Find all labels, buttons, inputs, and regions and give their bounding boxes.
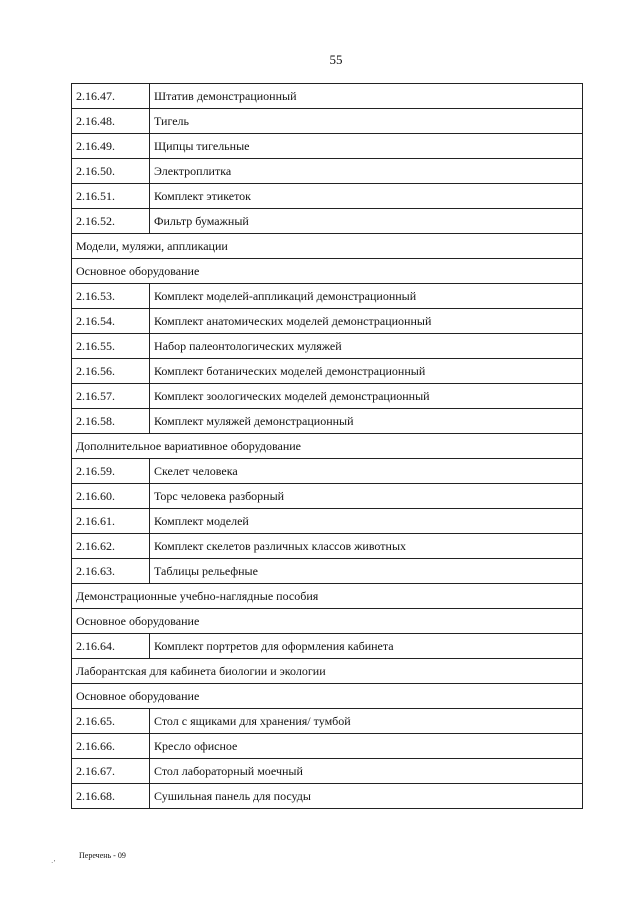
table-row bbox=[72, 309, 583, 334]
table-row bbox=[72, 359, 583, 384]
item-code: 2.16.60. bbox=[72, 484, 150, 509]
section-heading: Модели, муляжи, аппликации bbox=[72, 234, 583, 259]
item-code: 2.16.51. bbox=[72, 184, 150, 209]
section-row bbox=[72, 609, 583, 634]
item-name: Набор палеонтологических муляжей bbox=[150, 334, 583, 359]
table-row bbox=[72, 634, 583, 659]
item-code: 2.16.58. bbox=[72, 409, 150, 434]
item-code: 2.16.66. bbox=[72, 734, 150, 759]
item-name: Стол лабораторный моечный bbox=[150, 759, 583, 784]
item-code: 2.16.56. bbox=[72, 359, 150, 384]
table-row bbox=[72, 734, 583, 759]
table-row bbox=[72, 509, 583, 534]
table-row bbox=[72, 209, 583, 234]
item-code: 2.16.65. bbox=[72, 709, 150, 734]
item-name: Комплект скелетов различных классов животных bbox=[150, 534, 583, 559]
section-heading: Лаборантская для кабинета биологии и экологии bbox=[72, 659, 583, 684]
table-row bbox=[72, 409, 583, 434]
item-name: Комплект муляжей демонстрационный bbox=[150, 409, 583, 434]
section-heading: Демонстрационные учебно-наглядные пособия bbox=[72, 584, 583, 609]
section-heading: Основное оборудование bbox=[72, 609, 583, 634]
item-name: Щипцы тигельные bbox=[150, 134, 583, 159]
item-code: 2.16.62. bbox=[72, 534, 150, 559]
item-code: 2.16.49. bbox=[72, 134, 150, 159]
page-number: 55 bbox=[329, 52, 343, 67]
section-row bbox=[72, 234, 583, 259]
table-row bbox=[72, 384, 583, 409]
table-row bbox=[72, 159, 583, 184]
item-code: 2.16.67. bbox=[72, 759, 150, 784]
item-name: Комплект этикеток bbox=[150, 184, 583, 209]
item-name: Комплект портретов для оформления кабинета bbox=[150, 634, 583, 659]
section-row bbox=[72, 659, 583, 684]
item-name: Сушильная панель для посуды bbox=[150, 784, 583, 809]
table-row bbox=[72, 184, 583, 209]
equipment-table-body bbox=[72, 84, 583, 809]
item-name: Кресло офисное bbox=[150, 734, 583, 759]
equipment-table bbox=[71, 83, 583, 809]
footer-document-code: Перечень - 09 bbox=[79, 851, 126, 860]
item-code: 2.16.48. bbox=[72, 109, 150, 134]
section-heading: Дополнительное вариативное оборудование bbox=[72, 434, 583, 459]
section-row bbox=[72, 259, 583, 284]
item-name: Торс человека разборный bbox=[150, 484, 583, 509]
item-name: Фильтр бумажный bbox=[150, 209, 583, 234]
item-name: Штатив демонстрационный bbox=[150, 84, 583, 109]
table-row bbox=[72, 459, 583, 484]
table-row bbox=[72, 334, 583, 359]
item-code: 2.16.63. bbox=[72, 559, 150, 584]
item-code: 2.16.55. bbox=[72, 334, 150, 359]
table-row bbox=[72, 134, 583, 159]
table-row bbox=[72, 284, 583, 309]
item-code: 2.16.54. bbox=[72, 309, 150, 334]
item-code: 2.16.68. bbox=[72, 784, 150, 809]
item-code: 2.16.53. bbox=[72, 284, 150, 309]
item-code: 2.16.61. bbox=[72, 509, 150, 534]
section-row bbox=[72, 684, 583, 709]
item-name: Тигель bbox=[150, 109, 583, 134]
item-name: Комплект моделей-аппликаций демонстрационный bbox=[150, 284, 583, 309]
table-row bbox=[72, 759, 583, 784]
item-name: Комплект ботанических моделей демонстрационный bbox=[150, 359, 583, 384]
table-row bbox=[72, 534, 583, 559]
item-name: Скелет человека bbox=[150, 459, 583, 484]
item-name: Комплект анатомических моделей демонстрационный bbox=[150, 309, 583, 334]
item-code: 2.16.50. bbox=[72, 159, 150, 184]
table-row bbox=[72, 559, 583, 584]
section-heading: Основное оборудование bbox=[72, 684, 583, 709]
table-row bbox=[72, 784, 583, 809]
item-name: Стол с ящиками для хранения/ тумбой bbox=[150, 709, 583, 734]
item-code: 2.16.57. bbox=[72, 384, 150, 409]
table-row bbox=[72, 109, 583, 134]
item-name: Комплект зоологических моделей демонстрационный bbox=[150, 384, 583, 409]
scan-mark: ·ʼ bbox=[51, 859, 56, 867]
item-name: Комплект моделей bbox=[150, 509, 583, 534]
item-code: 2.16.64. bbox=[72, 634, 150, 659]
table-row bbox=[72, 709, 583, 734]
item-name: Электроплитка bbox=[150, 159, 583, 184]
item-code: 2.16.52. bbox=[72, 209, 150, 234]
table-row bbox=[72, 84, 583, 109]
item-code: 2.16.47. bbox=[72, 84, 150, 109]
section-heading: Основное оборудование bbox=[72, 259, 583, 284]
item-name: Таблицы рельефные bbox=[150, 559, 583, 584]
section-row bbox=[72, 584, 583, 609]
item-code: 2.16.59. bbox=[72, 459, 150, 484]
table-row bbox=[72, 484, 583, 509]
section-row bbox=[72, 434, 583, 459]
